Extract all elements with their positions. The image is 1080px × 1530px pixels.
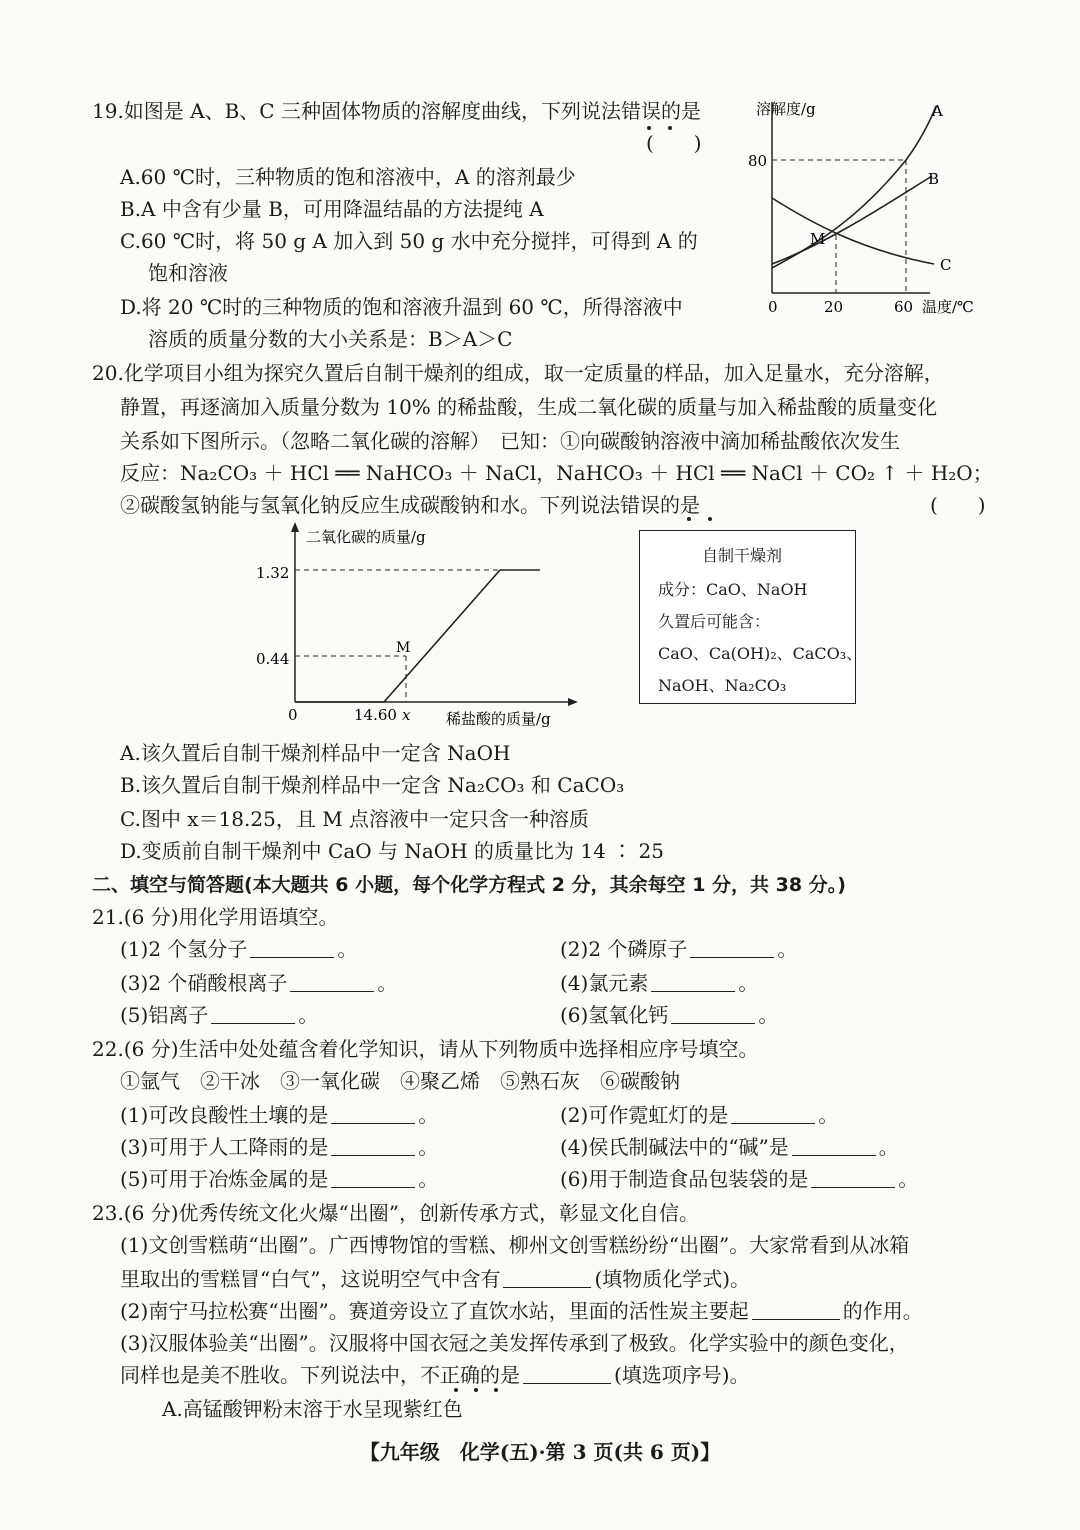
- curve-a: [772, 106, 936, 268]
- q20-option-c: C.图中 x＝18.25，且 M 点溶液中一定只含一种溶质: [120, 807, 590, 831]
- label-a: A: [932, 102, 943, 120]
- q23-part2: (2)南宁马拉松赛“出圈”。赛道旁设立了直饮水站，里面的活性炭主要起 的作用。: [120, 1299, 923, 1323]
- curve-b: [772, 176, 932, 264]
- answer-blank[interactable]: [331, 1137, 415, 1156]
- q19-option-a: A.60 ℃时，三种物质的饱和溶液中，A 的溶剂最少: [120, 165, 576, 189]
- answer-blank[interactable]: [651, 973, 735, 992]
- q23-part1-line2: 里取出的雪糕冒“白气”，这说明空气中含有 (填物质化学式)。: [120, 1267, 751, 1291]
- graph-ylabel: 溶解度/g: [756, 100, 816, 118]
- q21-item5: (5)铝离子 。: [120, 1003, 319, 1027]
- answer-blank[interactable]: [690, 939, 774, 958]
- q19-option-c-line2: 饱和溶液: [148, 261, 228, 285]
- answer-blank[interactable]: [671, 1005, 755, 1024]
- co2-y044: 0.44: [256, 650, 290, 668]
- graph-y80: 80: [748, 152, 768, 170]
- q20-line5: ②碳酸氢钠能与氢氧化钠反应生成碳酸钠和水。下列说法错误的是: [120, 493, 700, 517]
- q22-item4: (4)侯氏制碱法中的“碱”是 。: [560, 1135, 899, 1159]
- graph-xlabel: 温度/℃: [922, 298, 974, 316]
- q19-stem: 19.如图是 A、B、C 三种固体物质的溶解度曲线，下列说法错误的是: [92, 99, 701, 123]
- graph-origin: 0: [768, 298, 778, 316]
- answer-blank[interactable]: [331, 1105, 415, 1124]
- q22-options: ①氩气 ②干冰 ③一氧化碳 ④聚乙烯 ⑤熟石灰 ⑥碳酸钠: [120, 1069, 680, 1093]
- box-line2: 久置后可能含：: [658, 612, 771, 631]
- box-line1: 成分：CaO、NaOH: [658, 580, 808, 599]
- q20-answer-paren: ( ): [930, 493, 986, 517]
- q23-stem: 23.(6 分)优秀传统文化火爆“出圈”，创新传承方式，彰显文化自信。: [92, 1201, 699, 1225]
- answer-blank[interactable]: [811, 1169, 895, 1188]
- q21-item4: (4)氯元素 。: [560, 971, 759, 995]
- co2-x1460: 14.60: [354, 706, 397, 724]
- page-footer: 【九年级 化学(五)·第 3 页(共 6 页)】: [359, 1440, 721, 1464]
- q20-emphasis-dots: [680, 515, 720, 523]
- answer-blank[interactable]: [290, 973, 374, 992]
- answer-blank[interactable]: [503, 1269, 591, 1288]
- co2-graph: [250, 520, 580, 735]
- q23-part3-line2: 同样也是美不胜收。下列说法中，不正确的是 (填选项序号)。: [120, 1363, 750, 1387]
- box-line4: NaOH、Na₂CO₃: [658, 676, 787, 695]
- answer-blank[interactable]: [752, 1301, 840, 1320]
- q23-emphasis-dots: [448, 1386, 508, 1394]
- q23-part1-line1: (1)文创雪糕萌“出圈”。广西博物馆的雪糕、柳州文创雪糕纷纷“出圈”。大家常看到从冰箱: [120, 1233, 910, 1257]
- co2-origin: 0: [288, 706, 298, 724]
- co2-xlabel: 稀盐酸的质量/g: [446, 710, 551, 728]
- q22-item5: (5)可用于冶炼金属的是 。: [120, 1167, 439, 1191]
- q20-option-d: D.变质前自制干燥剂中 CaO 与 NaOH 的质量比为 14 ∶ 25: [120, 839, 664, 863]
- q20-line2: 静置，再逐滴加入质量分数为 10% 的稀盐酸，生成二氧化碳的质量与加入稀盐酸的质量变化: [120, 395, 938, 419]
- q19-emphasis-dots: [640, 124, 680, 132]
- answer-blank[interactable]: [792, 1137, 876, 1156]
- desiccant-info-box: [639, 530, 863, 704]
- q21-item3: (3)2 个硝酸根离子 。: [120, 971, 398, 995]
- q22-stem: 22.(6 分)生活中处处蕴含着化学知识，请从下列物质中选择相应序号填空。: [92, 1037, 759, 1061]
- co2-line: [295, 570, 540, 702]
- q21-item6: (6)氢氧化钙 。: [560, 1003, 779, 1027]
- graph-x60: 60: [894, 298, 914, 316]
- solubility-graph: [740, 92, 990, 322]
- q19-option-d-line1: D.将 20 ℃时的三种物质的饱和溶液升温到 60 ℃，所得溶液中: [120, 295, 683, 319]
- box-line3: CaO、Ca(OH)₂、CaCO₃、: [658, 644, 863, 663]
- q20-line1: 20.化学项目小组为探究久置后自制干燥剂的组成，取一定质量的样品，加入足量水，充分溶解，: [92, 361, 944, 385]
- q20-line3: 关系如下图所示。（忽略二氧化碳的溶解） 已知：①向碳酸钠溶液中滴加稀盐酸依次发生: [120, 429, 900, 453]
- q21-item1: (1)2 个氢分子 。: [120, 937, 358, 961]
- q19-answer-paren: ( ): [646, 131, 702, 155]
- co2-ylabel: 二氧化碳的质量/g: [306, 528, 426, 546]
- q23-part3-line1: (3)汉服体验美“出圈”。汉服将中国衣冠之美发挥传承到了极致。化学实验中的颜色变化，: [120, 1331, 909, 1355]
- q23-option-a: A.高锰酸钾粉末溶于水呈现紫红色: [162, 1397, 463, 1421]
- q22-item1: (1)可改良酸性土壤的是 。: [120, 1103, 439, 1127]
- q21-stem: 21.(6 分)用化学用语填空。: [92, 905, 339, 929]
- q21-item2: (2)2 个磷原子 。: [560, 937, 798, 961]
- graph-x20: 20: [824, 298, 844, 316]
- label-m: M: [810, 230, 826, 248]
- answer-blank[interactable]: [523, 1365, 611, 1384]
- co2-xx: x: [402, 706, 411, 724]
- q22-item2: (2)可作霓虹灯的是 。: [560, 1103, 839, 1127]
- q19-option-b: B.A 中含有少量 B，可用降温结晶的方法提纯 A: [120, 197, 544, 221]
- answer-blank[interactable]: [331, 1169, 415, 1188]
- q19-option-d-line2: 溶质的质量分数的大小关系是：B＞A＞C: [148, 327, 513, 351]
- label-b: B: [928, 170, 940, 188]
- q22-item3: (3)可用于人工降雨的是 。: [120, 1135, 439, 1159]
- answer-blank[interactable]: [731, 1105, 815, 1124]
- answer-blank[interactable]: [211, 1005, 295, 1024]
- label-c: C: [940, 256, 952, 274]
- section-2-heading: 二、填空与简答题(本大题共 6 小题，每个化学方程式 2 分，其余每空 1 分，共 38 分。): [92, 874, 846, 896]
- co2-label-m: M: [396, 640, 411, 656]
- q20-line4: 反应：Na₂CO₃ ＋ HCl ══ NaHCO₃ ＋ NaCl，NaHCO₃ ＋ HCl ══ NaCl ＋ CO₂ ↑ ＋ H₂O；: [120, 461, 993, 485]
- q22-item6: (6)用于制造食品包装袋的是 。: [560, 1167, 919, 1191]
- answer-blank[interactable]: [250, 939, 334, 958]
- q20-option-a: A.该久置后自制干燥剂样品中一定含 NaOH: [120, 741, 511, 765]
- box-title: 自制干燥剂: [702, 546, 783, 565]
- co2-y132: 1.32: [256, 564, 290, 582]
- q19-option-c-line1: C.60 ℃时，将 50 g A 加入到 50 g 水中充分搅拌，可得到 A 的: [120, 229, 698, 253]
- q20-option-b: B.该久置后自制干燥剂样品中一定含 Na₂CO₃ 和 CaCO₃: [120, 773, 625, 797]
